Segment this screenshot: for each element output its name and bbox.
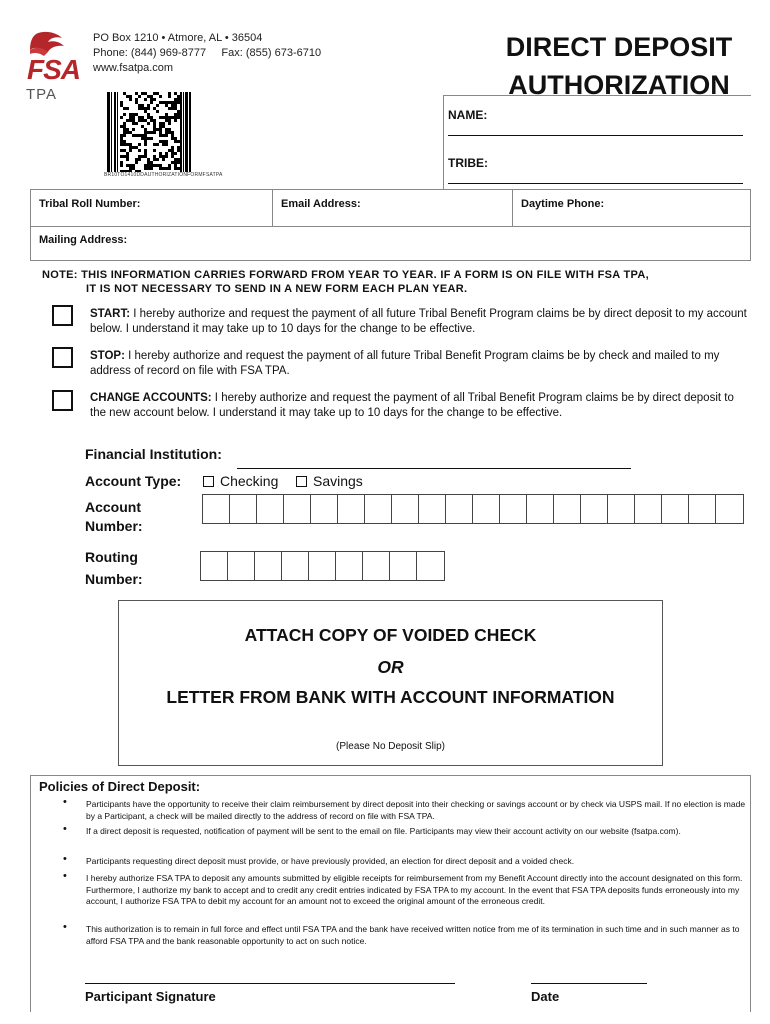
digit-box[interactable]	[311, 495, 338, 523]
digit-box[interactable]	[284, 495, 311, 523]
attach-bank-letter-text: LETTER FROM BANK WITH ACCOUNT INFORMATION	[166, 687, 615, 707]
policy-text: Participants requesting direct deposit must provide, or have previously provided, an election for direct deposit and a voided check.	[86, 856, 575, 866]
title-line-1: DIRECT DEPOSIT	[505, 32, 733, 62]
barcode-caption: BR10TO1410DDAUTHORIZATIONFORMFSATPA	[104, 172, 223, 178]
digit-box[interactable]	[255, 552, 282, 580]
mailing-address-field[interactable]	[30, 226, 751, 261]
change-accounts-label: CHANGE ACCOUNTS:	[90, 392, 212, 404]
savings-label: Savings	[313, 473, 363, 489]
routing-number-label-1: Routing	[85, 549, 138, 565]
stop-label: STOP:	[90, 350, 125, 362]
digit-box[interactable]	[417, 552, 444, 580]
tribal-roll-field[interactable]	[31, 190, 273, 226]
tribe-label: TRIBE:	[448, 156, 488, 170]
financial-institution-field[interactable]	[237, 459, 631, 469]
digit-box[interactable]	[336, 552, 363, 580]
digit-box[interactable]	[392, 495, 419, 523]
start-label: START:	[90, 308, 131, 320]
account-number-field[interactable]	[202, 494, 744, 524]
policy-item	[63, 823, 748, 838]
policy-text: If a direct deposit is requested, notification of payment will be sent to the email on file. Participants may view their account activity on our website (fsatpa.com).	[86, 826, 681, 836]
digit-box[interactable]	[201, 552, 228, 580]
change-accounts-checkbox[interactable]	[52, 390, 73, 411]
tribe-field[interactable]	[448, 172, 743, 184]
policy-text: This authorization is to remain in full force and effect until FSA TPA and the bank have received written notice from me of its termination in such time and in such manner as to afford FSA TPA and the bank reasonable opportunity to act on such notice.	[86, 924, 740, 946]
policies-section	[30, 775, 751, 1012]
attach-check-box	[118, 600, 663, 766]
digit-box[interactable]	[527, 495, 554, 523]
account-number-label	[85, 498, 143, 536]
logo-subtitle: TPA	[26, 86, 58, 103]
checking-label: Checking	[220, 473, 279, 489]
policy-item	[63, 870, 748, 908]
routing-number-field[interactable]	[200, 551, 445, 581]
routing-number-label-2: Number:	[85, 571, 143, 587]
daytime-phone-label: Daytime Phone:	[521, 198, 605, 210]
digit-box[interactable]	[635, 495, 662, 523]
daytime-phone-field[interactable]	[513, 190, 750, 226]
attach-voided-check-text: ATTACH COPY OF VOIDED CHECK	[244, 625, 537, 645]
tribal-roll-label: Tribal Roll Number:	[39, 198, 141, 210]
start-text	[90, 307, 750, 337]
date-field[interactable]	[531, 972, 647, 984]
digit-box[interactable]	[419, 495, 446, 523]
option-start	[52, 305, 752, 341]
policy-item	[63, 796, 748, 822]
policies-title: Policies of Direct Deposit:	[39, 779, 201, 794]
email-label: Email Address:	[281, 198, 361, 210]
digit-box[interactable]	[363, 552, 390, 580]
digit-box[interactable]	[338, 495, 365, 523]
bullet-icon: •	[63, 796, 67, 808]
email-field[interactable]	[273, 190, 513, 226]
change-accounts-text	[90, 391, 750, 421]
name-label: NAME:	[448, 108, 488, 122]
carry-forward-note	[42, 268, 742, 296]
no-deposit-slip-note: (Please No Deposit Slip)	[336, 741, 445, 752]
digit-box[interactable]	[230, 495, 257, 523]
digit-box[interactable]	[500, 495, 527, 523]
info-row	[30, 189, 751, 227]
account-type-label: Account Type:	[85, 473, 182, 489]
start-description: I hereby authorize and request the payment of all future Tribal Benefit Program claims be by direct deposit to my account below. I understand it may take up to 10 days for the change to be effective.	[90, 308, 747, 335]
digit-box[interactable]	[257, 495, 284, 523]
stop-text	[90, 349, 750, 379]
digit-box[interactable]	[446, 495, 473, 523]
logo-wordmark: FSA	[27, 54, 80, 85]
bullet-icon: •	[63, 823, 67, 835]
digit-box[interactable]	[581, 495, 608, 523]
change-accounts-description: I hereby authorize and request the payment of all Tribal Benefit Program claims be by direct deposit to the new account below. I understand it may take up to 10 days for the change to be effective.	[90, 392, 734, 419]
digit-box[interactable]	[662, 495, 689, 523]
phone-fax-line: Phone: (844) 969-8777 Fax: (855) 673-6710	[93, 47, 322, 59]
name-tribe-box	[443, 95, 751, 190]
account-type-row	[85, 473, 485, 493]
routing-number-label	[85, 546, 143, 590]
digit-box[interactable]	[608, 495, 635, 523]
checking-checkbox[interactable]	[203, 476, 214, 487]
bullet-icon: •	[63, 921, 67, 933]
participant-signature-label: Participant Signature	[85, 989, 216, 1004]
account-number-label-2: Number:	[85, 518, 143, 534]
mailing-address-label: Mailing Address:	[39, 234, 128, 246]
digit-box[interactable]	[282, 552, 309, 580]
note-line-1: NOTE: THIS INFORMATION CARRIES FORWARD FROM YEAR TO YEAR. IF A FORM IS ON FILE WITH FSA TPA,	[42, 269, 649, 281]
financial-institution-label: Financial Institution:	[85, 446, 222, 462]
barcode-2d-icon	[107, 92, 191, 172]
company-address	[93, 31, 321, 76]
digit-box[interactable]	[309, 552, 336, 580]
address-line: PO Box 1210 • Atmore, AL • 36504	[93, 32, 263, 44]
digit-box[interactable]	[554, 495, 581, 523]
website-link[interactable]: www.fsatpa.com	[93, 62, 174, 74]
attach-or-text: OR	[377, 657, 404, 677]
digit-box[interactable]	[689, 495, 716, 523]
digit-box[interactable]	[365, 495, 392, 523]
savings-checkbox[interactable]	[296, 476, 307, 487]
digit-box[interactable]	[716, 495, 743, 523]
digit-box[interactable]	[228, 552, 255, 580]
date-label: Date	[531, 989, 560, 1004]
title-line-2: AUTHORIZATION	[508, 70, 730, 100]
option-change-accounts	[52, 390, 752, 426]
document-title	[494, 28, 744, 104]
participant-signature-field[interactable]	[85, 972, 455, 984]
note-line-2: IT IS NOT NECESSARY TO SEND IN A NEW FORM EACH PLAN YEAR.	[86, 283, 468, 295]
policy-item	[63, 853, 748, 868]
policy-item	[63, 921, 748, 947]
policy-text: Participants have the opportunity to receive their claim reimbursement by direct deposit into their checking or savings account or by check via USPS mail. If no election is made by a Participant, a check will be mailed directly to the address of record on file with FSA TPA.	[86, 799, 746, 821]
bullet-icon: •	[63, 870, 67, 882]
stop-description: I hereby authorize and request the payment of all future Tribal Benefit Program claims be by check and mailed to my address of record on file with FSA TPA.	[90, 350, 720, 377]
bullet-icon: •	[63, 853, 67, 865]
stop-checkbox[interactable]	[52, 347, 73, 368]
option-stop	[52, 347, 752, 383]
policy-text: I hereby authorize FSA TPA to deposit any amounts submitted by eligible receipts for reimbursement from my Benefit Account directly into the account designated on this form. Furthermore, I authorize my bank to accept and to credit any credit entries indicated by FSA TPA to my account. In the event that FSA TPA deposits funds erroneously into my account, I authorize FSA TPA to debit my account for an amount not to exceed the original amount of the erroneous credit.	[86, 873, 743, 906]
start-checkbox[interactable]	[52, 305, 73, 326]
name-field[interactable]	[448, 124, 743, 136]
digit-box[interactable]	[473, 495, 500, 523]
digit-box[interactable]	[203, 495, 230, 523]
account-number-label-1: Account	[85, 499, 141, 515]
digit-box[interactable]	[390, 552, 417, 580]
